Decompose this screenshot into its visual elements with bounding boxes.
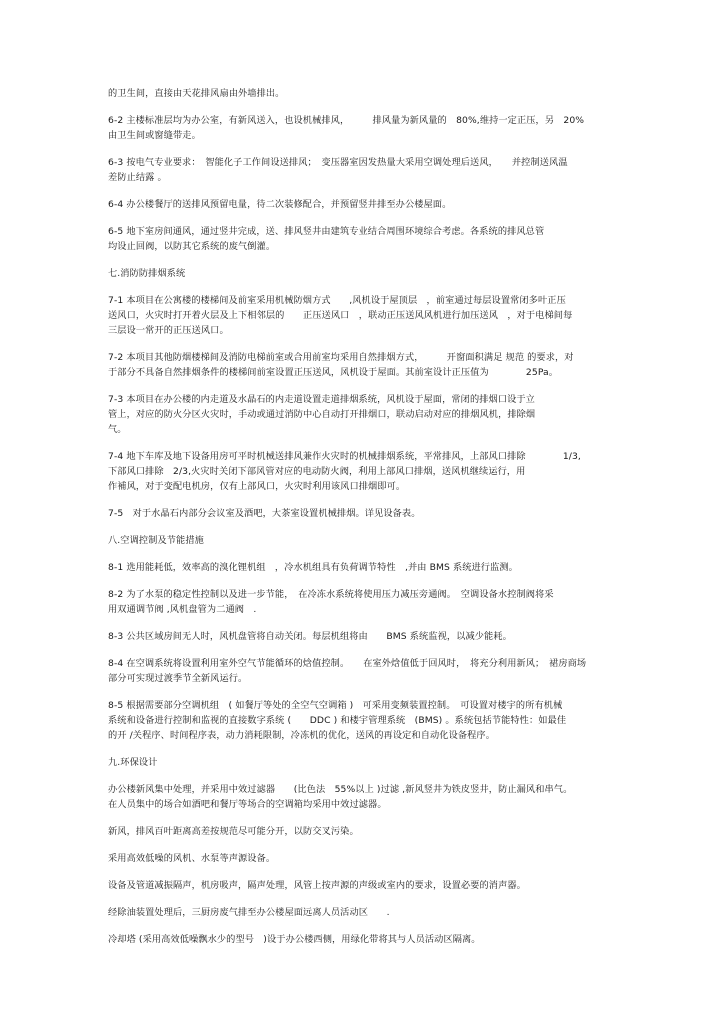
paragraph [108, 824, 616, 839]
paragraph [108, 350, 616, 380]
text-line: 7-2 本项目其他防烟楼梯间及消防电梯前室或合用前室均采用自然排烟方式， 开窗面积满足 规范 的要求，对 [108, 352, 574, 363]
text-line: 6-3 按电气专业要求： 智能化子工作间设送排风； 变压器室因发热量大采用空调处理后送风， 并控制送风温 [108, 157, 568, 168]
paragraph [108, 224, 616, 254]
text-line: 气。 [108, 424, 127, 435]
text-line: 8-3 公共区域房间无人时，风机盘管将自动关闭。每层机组将由 BMS 系统监视，以减少能耗。 [108, 631, 512, 642]
text-line: 8-4 在空调系统将设置利用室外空气节能循环的焓值控制。 在室外焓值低于回风时， 将充分利用新风； 裙房商场 [108, 658, 587, 669]
text-line: 办公楼新风集中处理，并采用中效过滤器 (比色法 55%以上 )过滤 ,新风竖井为铁皮竖井，防止漏风和串气。 [108, 784, 573, 795]
text-line: 送风口，火灾时打开着火层及上下相邻层的 正压送风口 ，联动正压送风风机进行加压送风 ，对于电梯间每 [108, 310, 573, 321]
text-line: 冷却塔 (采用高效低噪飘水少的型号 )设于办公楼西侧，用绿化带将其与人员活动区隔离。 [108, 934, 481, 945]
text-line: 8-1 选用能耗低，效率高的溴化锂机组 ，冷水机组具有负荷调节特性 ,并由 BMS 系统进行监测。 [108, 562, 518, 573]
text-line: 7-1 本项目在公寓楼的楼梯间及前室采用机械防烟方式 ,风机设于屋顶层 ，前室通过每层设置常闭多叶正压 [108, 295, 566, 306]
text-line: 在人员集中的场合如酒吧和餐厅等场合的空调箱均采用中效过滤器。 [108, 799, 387, 810]
paragraph [108, 155, 616, 185]
text-line: 均设止回阀，以防其它系统的废气倒灌。 [108, 241, 276, 252]
paragraph [108, 698, 616, 743]
text-line: 6-5 地下室房间通风，通过竖井完成，送、排风竖井由建筑专业结合周围环境综合考虑。各系统的排风总管 [108, 226, 545, 237]
text-line: 经除油装置处理后，三厨房废气排至办公楼屋面远离人员活动区 . [108, 907, 390, 918]
paragraph [108, 449, 616, 494]
text-line: 部分可实现过渡季节全新风运行。 [108, 673, 248, 684]
paragraph [108, 293, 616, 338]
paragraph [108, 560, 616, 575]
section-heading [108, 533, 616, 548]
text-line: 下部风口排除 2/3,火灾时关闭下部风管对应的电动防火阀，利用上部风口排烟，送风机继续运行，用 [108, 466, 526, 477]
paragraph [108, 782, 616, 812]
paragraph [108, 932, 616, 947]
text-line: 用双通调节阀 ,风机盘管为二通阀 . [108, 604, 257, 615]
paragraph [108, 587, 616, 617]
text-line: 7-3 本项目在办公楼的内走道及水晶石的内走道设置走道排烟系统，风机设于屋面，常闭的排烟口设于立 [108, 394, 535, 405]
paragraph [108, 656, 616, 686]
text-line: 三层设一常开的正压送风口。 [108, 325, 229, 336]
text-line: 管上，对应的防火分区火灾时，手动或通过消防中心自动打开排烟口，联动启动对应的排烟风机，排除烟 [108, 409, 536, 420]
text-line: 由卫生间或窗缝带走。 [108, 130, 201, 141]
text-line: 7-5 对于水晶石内部分会议室及酒吧，大茶室设置机械排烟。详见设备表。 [108, 508, 421, 519]
text-line: 新风，排风百叶距离高差按规范尽可能分开，以防交叉污染。 [108, 826, 359, 837]
paragraph [108, 629, 616, 644]
paragraph [108, 506, 616, 521]
text-line: 差防止结露 。 [108, 172, 167, 183]
text-line: 8-2 为了水泵的稳定性控制以及进一步节能， 在冷冻水系统将使用压力减压旁通阀。 空调设备水控制阀将采 [108, 589, 554, 600]
paragraph [108, 851, 616, 866]
text-line: 采用高效低噪的风机、水泵等声源设备。 [108, 853, 276, 864]
text-line: 7-4 地下车库及地下设备用房可平时机械送排风兼作火灾时的机械排烟系统，平常排风，上部风口排除 1/3, [108, 451, 581, 462]
text-line: 6-2 主楼标准层均为办公室，有新风送入，也设机械排风， 排风量为新风量的 80%,维持一定正压，另 20% [108, 115, 585, 126]
paragraph [108, 86, 616, 101]
paragraph [108, 392, 616, 437]
paragraph [108, 113, 616, 143]
text-line: 八.空调控制及节能措施 [108, 535, 204, 546]
text-line: 系统和设备进行控制和监视的直接数字系统 ( DDC ) 和楼宇管理系统 (BMS) 。系统包括节能特性：如最佳 [108, 715, 567, 726]
text-line: 的开 /关程序、时间程序表，动力消耗限制，冷冻机的优化，送风的再设定和自动化设备程序。 [108, 730, 496, 741]
paragraph [108, 905, 616, 920]
text-line: 作補风，对于变配电机房，仅有上部风口，火灾时利用该风口排烟即可。 [108, 481, 406, 492]
text-line: 8-5 根据需要部分空调机组 ( 如餐厅等处的全空气空调箱 ) 可采用变频装置控制。 可设置对楼宇的所有机械 [108, 700, 563, 711]
text-line: 6-4 办公楼餐厅的送排风预留电量，待二次装修配合，并预留竖井排至办公楼屋面。 [108, 199, 452, 210]
document-page [108, 86, 616, 959]
section-heading [108, 755, 616, 770]
text-line: 九.环保设计 [108, 757, 158, 768]
text-line: 于部分不具备自然排烟条件的楼梯间前室设置正压送风，风机设于屋面。其前室设计正压值为 25Pa。 [108, 367, 559, 378]
section-heading [108, 266, 616, 281]
text-line: 的卫生间，直接由天花排风扇由外墙排出。 [108, 88, 285, 99]
paragraph [108, 197, 616, 212]
paragraph [108, 878, 616, 893]
text-line: 设备及管道减振隔声，机房吸声，隔声处理，风管上按声源的声级或室内的要求，设置必要的消声器。 [108, 880, 526, 891]
text-line: 七.消防防排烟系统 [108, 268, 186, 279]
